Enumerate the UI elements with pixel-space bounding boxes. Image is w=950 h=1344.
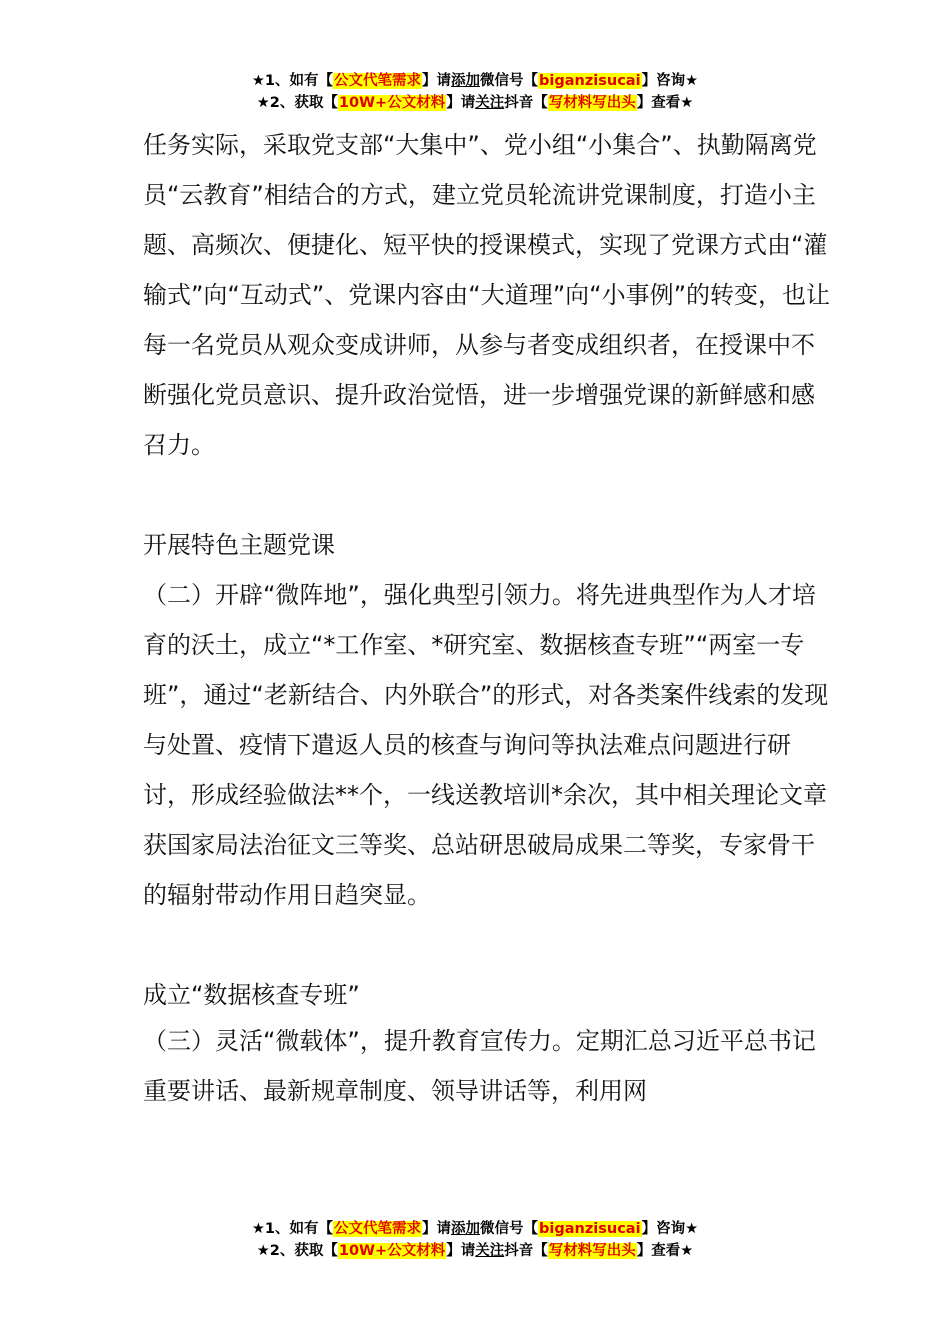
- banner-underlined: 关注: [475, 95, 505, 111]
- paragraph-2: （二）开辟“微阵地”，强化典型引领力。将先进典型作为人才培育的沃土，成立“*工作室、*研究室、数据核查专班”“两室一专班”，通过“老新结合、内外联合”的形式，对各类案件线索的发现与处置、疫情下遣返人员的核查与询问等执法难点问题进行研讨，形成经验做法**个，一线送教培训*余次，其中相关理论文章获国家局法治征文三等奖、总站研思破局成果二等奖，专家骨干的辐射带动作用日趋突显。: [143, 581, 829, 909]
- banner-text: 微信号【: [480, 73, 539, 89]
- document-body: [143, 120, 833, 1116]
- banner-underlined: 关注: [475, 1243, 505, 1259]
- banner-highlight: biganzisucai: [539, 73, 641, 89]
- banner-text: ★1、如有【: [251, 73, 334, 89]
- banner-text: 】请: [446, 95, 476, 111]
- section-heading-2: 成立“数据核查专班”: [143, 981, 360, 1009]
- banner-line-1: [0, 70, 950, 92]
- banner-highlight: 写材料写出头: [548, 95, 636, 111]
- banner-text: 】请: [422, 1221, 452, 1237]
- banner-underlined: 添加: [451, 1221, 481, 1237]
- banner-text: ★1、如有【: [251, 1221, 334, 1237]
- banner-highlight: 10W+公文材料: [338, 95, 446, 111]
- spacer: [143, 920, 833, 970]
- banner-text: 抖音【: [504, 95, 548, 111]
- banner-text: 】请: [446, 1243, 476, 1259]
- banner-highlight: 写材料写出头: [548, 1243, 636, 1259]
- paragraph-1: 任务实际，采取党支部“大集中”、党小组“小集合”、执勤隔离党员“云教育”相结合的方式，建立党员轮流讲党课制度，打造小主题、高频次、便捷化、短平快的授课模式，实现了党课方式由“灌输式”向“互动式”、党课内容由“大道理”向“小事例”的转变，也让每一名党员从观众变成讲师，从参与者变成组织者，在授课中不断强化党员意识、提升政治觉悟，进一步增强党课的新鲜感和感召力。: [143, 131, 831, 459]
- paragraph-3: （三）灵活“微载体”，提升教育宣传力。定期汇总习近平总书记重要讲话、最新规章制度、领导讲话等，利用网: [143, 1027, 816, 1105]
- banner-highlight: 10W+公文材料: [338, 1243, 446, 1259]
- banner-line-2: [0, 92, 950, 114]
- footer-banner: [0, 1218, 950, 1262]
- banner-line-1: [0, 1218, 950, 1240]
- header-banner: [0, 70, 950, 114]
- banner-text: 】咨询★: [641, 73, 699, 89]
- banner-text: 】查看★: [636, 1243, 694, 1259]
- banner-line-2: [0, 1240, 950, 1262]
- banner-text: ★2、获取【: [256, 1243, 338, 1259]
- banner-highlight: biganzisucai: [539, 1221, 641, 1237]
- banner-text: 】请: [422, 73, 452, 89]
- spacer: [143, 470, 833, 520]
- banner-text: 】查看★: [636, 95, 694, 111]
- banner-text: 】咨询★: [641, 1221, 699, 1237]
- banner-text: 抖音【: [504, 1243, 548, 1259]
- banner-highlight: 公文代笔需求: [334, 73, 422, 89]
- banner-text: 微信号【: [480, 1221, 539, 1237]
- banner-underlined: 添加: [451, 73, 481, 89]
- banner-highlight: 公文代笔需求: [334, 1221, 422, 1237]
- banner-text: ★2、获取【: [256, 95, 338, 111]
- section-heading-1: 开展特色主题党课: [143, 531, 335, 559]
